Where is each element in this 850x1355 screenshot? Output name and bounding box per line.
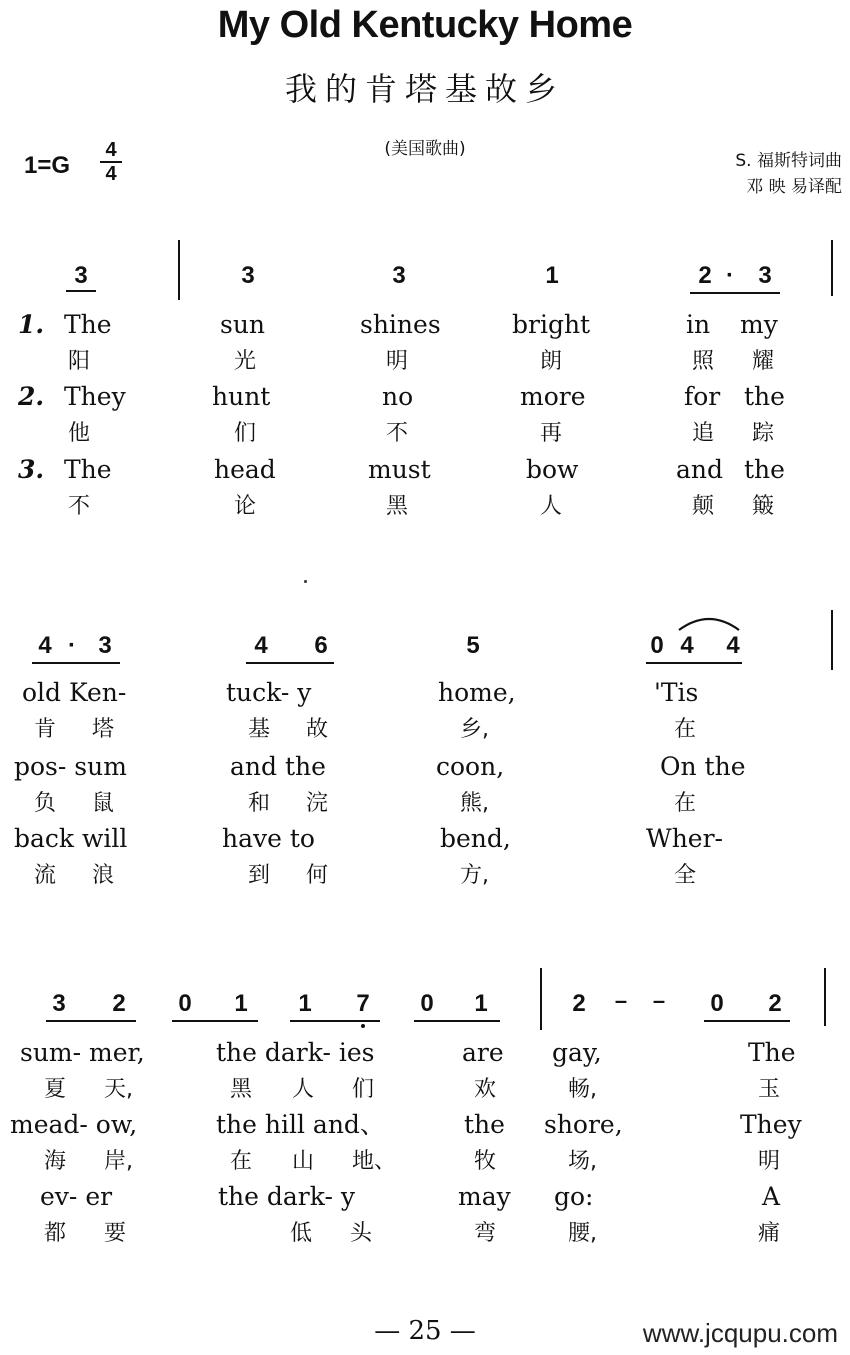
lyric-char: 低 — [290, 1221, 313, 1246]
lyric-char: 都 — [44, 1221, 67, 1246]
lyric-word: the hill and、 — [216, 1110, 385, 1139]
lyric-word: A — [762, 1182, 781, 1211]
lyric-word: must — [368, 455, 431, 484]
underline-beam — [646, 662, 742, 664]
tie-arc — [676, 612, 742, 632]
lyric-word: no — [382, 382, 414, 411]
lyric-char: 明 — [758, 1149, 781, 1174]
note: 4 — [680, 632, 694, 659]
key-signature: 1=G — [24, 152, 71, 179]
lyric-char: 塔 — [92, 717, 115, 742]
lyric-word: old Ken- — [22, 678, 127, 707]
lyric-char: 故 — [306, 717, 329, 742]
lyric-word: They — [740, 1110, 802, 1139]
lyric-word: bend, — [440, 824, 511, 853]
note: 2 — [572, 990, 586, 1017]
barline — [831, 610, 833, 670]
lyric-char: 山 — [292, 1149, 315, 1174]
lyric-word: mead- ow, — [10, 1110, 138, 1139]
lyric-char: 踪 — [752, 421, 775, 446]
lyric-char: 他 — [68, 421, 91, 446]
dash-sign: – — [652, 988, 666, 1013]
underline-beam — [690, 292, 780, 294]
time-signature-top: 4 — [105, 139, 117, 161]
verse-number: 1. — [18, 310, 45, 339]
lyric-char: 黑 — [230, 1077, 253, 1102]
underline-beam — [290, 1020, 380, 1022]
dash-sign: – — [614, 988, 628, 1013]
lyric-word: ev- er — [40, 1182, 113, 1211]
lyric-char: 朗 — [540, 349, 563, 374]
lyric-word: sum- mer, — [20, 1038, 145, 1067]
lyric-word: They — [64, 382, 126, 411]
note: 0 — [650, 632, 664, 659]
lyric-word: in — [686, 310, 711, 339]
time-signature-bottom: 4 — [105, 163, 117, 185]
note: 3 — [66, 262, 96, 292]
lyric-word: On the — [660, 752, 746, 781]
lyric-word: shines — [360, 310, 441, 339]
lyric-char: 黑 — [386, 494, 409, 519]
lyric-char: 和 — [248, 791, 271, 816]
lyric-char: 照 — [692, 349, 715, 374]
lyric-char: 地、 — [352, 1149, 397, 1174]
note: 1 — [545, 262, 559, 289]
lyric-word: The — [748, 1038, 796, 1067]
barline — [831, 240, 833, 296]
note: 1 — [474, 990, 488, 1017]
lyric-char: 在 — [674, 791, 697, 816]
site-watermark: www.jcqupu.com — [642, 1318, 838, 1348]
lyric-char: 全 — [674, 863, 697, 888]
lyric-char: 人 — [292, 1077, 315, 1102]
low-octave-dot — [361, 1024, 365, 1028]
lyric-word: head — [214, 455, 276, 484]
lyric-word: gay, — [552, 1038, 602, 1067]
lyric-char: 夏 — [44, 1077, 67, 1102]
print-speck — [304, 580, 307, 583]
lyric-word: have to — [222, 824, 315, 853]
lyric-char: 方, — [460, 863, 489, 888]
lyric-char: 牧 — [474, 1149, 497, 1174]
lyric-word: my — [740, 310, 778, 339]
lyric-char: 论 — [234, 494, 257, 519]
lyric-char: 不 — [68, 494, 91, 519]
lyric-char: 腰, — [568, 1221, 597, 1246]
lyric-word: and the — [230, 752, 326, 781]
lyric-char: 流 — [34, 863, 57, 888]
lyric-word: are — [462, 1038, 504, 1067]
lyric-word: the dark- ies — [216, 1038, 375, 1067]
lyric-word: 'Tis — [654, 678, 699, 707]
note: 0 — [710, 990, 724, 1017]
lyric-char: 人 — [540, 494, 563, 519]
note: 1 — [298, 990, 312, 1017]
lyric-char: 鼠 — [92, 791, 115, 816]
note: 3 — [241, 262, 255, 289]
note: 5 — [466, 632, 480, 659]
barline — [540, 968, 542, 1030]
lyric-char: 岸, — [104, 1149, 133, 1174]
note: 0 — [420, 990, 434, 1017]
song-title-chinese: 我的肯塔基故乡 — [284, 70, 565, 108]
lyric-word: back will — [14, 824, 128, 853]
lyric-char: 不 — [386, 421, 409, 446]
lyric-char: 浣 — [306, 791, 329, 816]
dot-sign: · — [726, 262, 734, 289]
lyric-char: 到 — [248, 863, 271, 888]
note: 3 — [392, 262, 406, 289]
lyric-char: 何 — [306, 863, 329, 888]
lyric-word: coon, — [436, 752, 505, 781]
lyric-word: tuck- y — [226, 678, 312, 707]
lyric-char: 天, — [104, 1077, 133, 1102]
lyric-word: pos- sum — [14, 752, 127, 781]
lyric-char: 负 — [34, 791, 57, 816]
lyric-word: for — [684, 382, 721, 411]
note: 2 — [698, 262, 712, 289]
lyric-word: the — [464, 1110, 505, 1139]
underline-beam — [46, 1020, 136, 1022]
lyric-char: 肯 — [34, 717, 57, 742]
lyric-char: 在 — [674, 717, 697, 742]
lyric-char: 欢 — [474, 1077, 497, 1102]
lyric-char: 阳 — [68, 349, 91, 374]
verse-number: 2. — [18, 382, 45, 411]
page-number: — 25 — — [374, 1316, 476, 1346]
lyric-word: hunt — [212, 382, 271, 411]
underline-beam — [172, 1020, 258, 1022]
song-title-english: My Old Kentucky Home — [217, 4, 633, 46]
lyric-word: may — [458, 1182, 511, 1211]
note: 3 — [52, 990, 66, 1017]
underline-beam — [246, 662, 334, 664]
lyric-word: shore, — [544, 1110, 623, 1139]
barline — [824, 968, 826, 1026]
lyric-word: go: — [554, 1182, 594, 1211]
lyric-char: 簸 — [752, 494, 775, 519]
lyric-word: The — [64, 310, 112, 339]
lyric-word: the — [744, 382, 785, 411]
note: 3 — [98, 632, 112, 659]
lyric-char: 要 — [104, 1221, 127, 1246]
lyric-char: 畅, — [568, 1077, 597, 1102]
lyric-word: The — [64, 455, 112, 484]
lyric-word: the — [744, 455, 785, 484]
note: 6 — [314, 632, 328, 659]
lyric-word: bright — [512, 310, 591, 339]
lyric-char: 海 — [44, 1149, 67, 1174]
lyric-char: 头 — [350, 1221, 373, 1246]
underline-beam — [704, 1020, 790, 1022]
note: 4 — [38, 632, 52, 659]
lyric-word: bow — [526, 455, 579, 484]
note: 1 — [234, 990, 248, 1017]
lyric-char: 弯 — [474, 1221, 497, 1246]
note: 4 — [254, 632, 268, 659]
lyric-char: 光 — [234, 349, 257, 374]
lyric-char: 熊, — [460, 791, 489, 816]
composer-credit: S. 福斯特词曲 — [735, 151, 842, 171]
lyric-char: 追 — [692, 421, 715, 446]
lyric-word: and — [676, 455, 724, 484]
song-origin-label: (美国歌曲) — [384, 139, 466, 159]
lyric-char: 乡, — [460, 717, 489, 742]
lyric-word: Wher- — [646, 824, 723, 853]
lyric-char: 痛 — [758, 1221, 781, 1246]
verse-number: 3. — [18, 455, 45, 484]
lyric-char: 颠 — [692, 494, 715, 519]
underline-beam — [414, 1020, 500, 1022]
underline-beam — [32, 662, 120, 664]
translator-credit: 邓 映 易译配 — [746, 177, 842, 197]
time-signature — [100, 140, 122, 184]
lyric-char: 明 — [386, 349, 409, 374]
lyric-char: 再 — [540, 421, 563, 446]
lyric-char: 耀 — [752, 349, 775, 374]
lyric-word: sun — [220, 310, 266, 339]
lyric-word: more — [520, 382, 586, 411]
note: 2 — [768, 990, 782, 1017]
lyric-char: 玉 — [758, 1077, 781, 1102]
lyric-char: 基 — [248, 717, 271, 742]
lyric-char: 们 — [234, 421, 257, 446]
dot-sign: · — [68, 632, 76, 659]
lyric-char: 在 — [230, 1149, 253, 1174]
lyric-word: home, — [438, 678, 516, 707]
note: 2 — [112, 990, 126, 1017]
lyric-char: 场, — [568, 1149, 597, 1174]
lyric-char: 浪 — [92, 863, 115, 888]
note: 0 — [178, 990, 192, 1017]
note: 7 — [356, 990, 370, 1017]
note: 3 — [758, 262, 772, 289]
lyric-word: the dark- y — [218, 1182, 355, 1211]
barline — [178, 240, 180, 300]
lyric-char: 们 — [352, 1077, 375, 1102]
note: 4 — [726, 632, 740, 659]
